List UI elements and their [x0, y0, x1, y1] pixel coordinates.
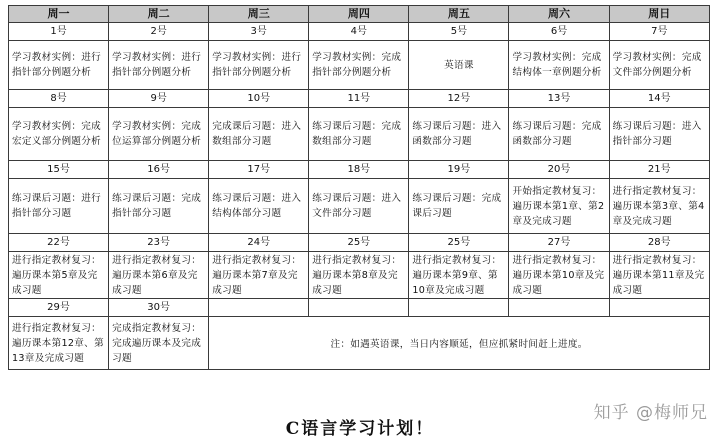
date-cell: 23号	[109, 234, 209, 252]
weekday-header: 周五	[409, 6, 509, 23]
task-row	[9, 179, 710, 234]
task-row	[9, 108, 710, 161]
date-cell: 4号	[309, 23, 409, 41]
task-cell: 完成课后习题：进入数组部分习题	[209, 108, 309, 161]
task-cell: 进行指定教材复习：遍历课本第5章及完成习题	[9, 252, 109, 299]
task-cell: 学习教材实例：完成文件部分例题分析	[609, 41, 709, 90]
date-cell: 16号	[109, 161, 209, 179]
date-cell: 22号	[9, 234, 109, 252]
study-plan-calendar	[8, 5, 710, 370]
task-cell: 练习课后习题：进入文件部分习题	[309, 179, 409, 234]
date-cell: 12号	[409, 90, 509, 108]
date-cell: 8号	[9, 90, 109, 108]
task-cell: 学习教材实例：完成结构体一章例题分析	[509, 41, 609, 90]
task-cell: 学习教材实例：完成宏定义部分例题分析	[9, 108, 109, 161]
task-cell: 进行指定教材复习：遍历课本第3章、第4章及完成习题	[609, 179, 709, 234]
date-row	[9, 161, 710, 179]
task-cell: 练习课后习题：进入指针部分习题	[609, 108, 709, 161]
task-cell: 进行指定教材复习：遍历课本第12章、第13章及完成习题	[9, 317, 109, 370]
task-row	[9, 317, 710, 370]
task-cell: 学习教材实例：进行指针部分例题分析	[109, 41, 209, 90]
task-row	[9, 41, 710, 90]
date-cell: 19号	[409, 161, 509, 179]
task-cell: 进行指定教材复习：遍历课本第9章、第10章及完成习题	[409, 252, 509, 299]
date-cell: 25号	[309, 234, 409, 252]
date-cell: 20号	[509, 161, 609, 179]
weekday-header: 周一	[9, 6, 109, 23]
date-cell: 21号	[609, 161, 709, 179]
date-cell: 9号	[109, 90, 209, 108]
date-cell: 3号	[209, 23, 309, 41]
task-cell: 进行指定教材复习：遍历课本第11章及完成习题	[609, 252, 709, 299]
date-cell: 1号	[9, 23, 109, 41]
date-cell: 13号	[509, 90, 609, 108]
date-cell: 28号	[609, 234, 709, 252]
task-cell: 练习课后习题：进入结构体部分习题	[209, 179, 309, 234]
date-cell: 29号	[9, 299, 109, 317]
date-cell: 25号	[409, 234, 509, 252]
date-cell: 17号	[209, 161, 309, 179]
task-cell: 练习课后习题：进行指针部分习题	[9, 179, 109, 234]
empty-date-cell	[409, 299, 509, 317]
task-cell: 练习课后习题：完成函数部分习题	[509, 108, 609, 161]
weekday-header: 周二	[109, 6, 209, 23]
task-cell: 练习课后习题：完成数组部分习题	[309, 108, 409, 161]
task-cell: 学习教材实例：完成位运算部分例题分析	[109, 108, 209, 161]
empty-date-cell	[309, 299, 409, 317]
date-cell: 7号	[609, 23, 709, 41]
date-cell: 27号	[509, 234, 609, 252]
task-cell: 进行指定教材复习：遍历课本第7章及完成习题	[209, 252, 309, 299]
weekday-header: 周三	[209, 6, 309, 23]
date-cell: 6号	[509, 23, 609, 41]
weekday-header: 周六	[509, 6, 609, 23]
task-cell: 练习课后习题：完成课后习题	[409, 179, 509, 234]
task-cell: 练习课后习题：完成指针部分习题	[109, 179, 209, 234]
date-row	[9, 23, 710, 41]
task-cell: 进行指定教材复习：遍历课本第6章及完成习题	[109, 252, 209, 299]
date-cell: 5号	[409, 23, 509, 41]
task-cell: 完成指定教材复习：完成遍历课本及完成习题	[109, 317, 209, 370]
task-cell: 学习教材实例：完成指针部分例题分析	[309, 41, 409, 90]
empty-date-cell	[609, 299, 709, 317]
date-row	[9, 90, 710, 108]
weekday-header-row	[9, 6, 710, 23]
date-cell: 14号	[609, 90, 709, 108]
task-cell-english-class: 英语课	[409, 41, 509, 90]
task-cell: 学习教材实例：进行指针部分例题分析	[209, 41, 309, 90]
task-cell: 进行指定教材复习：遍历课本第8章及完成习题	[309, 252, 409, 299]
plan-title: C语言学习计划！	[285, 419, 435, 439]
task-cell: 学习教材实例：进行指针部分例题分析	[9, 41, 109, 90]
date-cell: 11号	[309, 90, 409, 108]
empty-date-cell	[209, 299, 309, 317]
weekday-header: 周日	[609, 6, 709, 23]
task-cell: 练习课后习题：进入函数部分习题	[409, 108, 509, 161]
task-row	[9, 252, 710, 299]
date-cell: 2号	[109, 23, 209, 41]
date-cell: 10号	[209, 90, 309, 108]
zhihu-watermark: 知乎 @梅师兄	[593, 403, 708, 423]
date-cell: 24号	[209, 234, 309, 252]
date-cell: 30号	[109, 299, 209, 317]
weekday-header: 周四	[309, 6, 409, 23]
plan-note: 注：如遇英语课，当日内容顺延，但应抓紧时间赶上进度。	[209, 317, 710, 370]
task-cell: 进行指定教材复习：遍历课本第10章及完成习题	[509, 252, 609, 299]
empty-date-cell	[509, 299, 609, 317]
task-cell: 开始指定教材复习：遍历课本第1章、第2章及完成习题	[509, 179, 609, 234]
date-cell: 18号	[309, 161, 409, 179]
date-row	[9, 234, 710, 252]
date-cell: 15号	[9, 161, 109, 179]
date-row	[9, 299, 710, 317]
